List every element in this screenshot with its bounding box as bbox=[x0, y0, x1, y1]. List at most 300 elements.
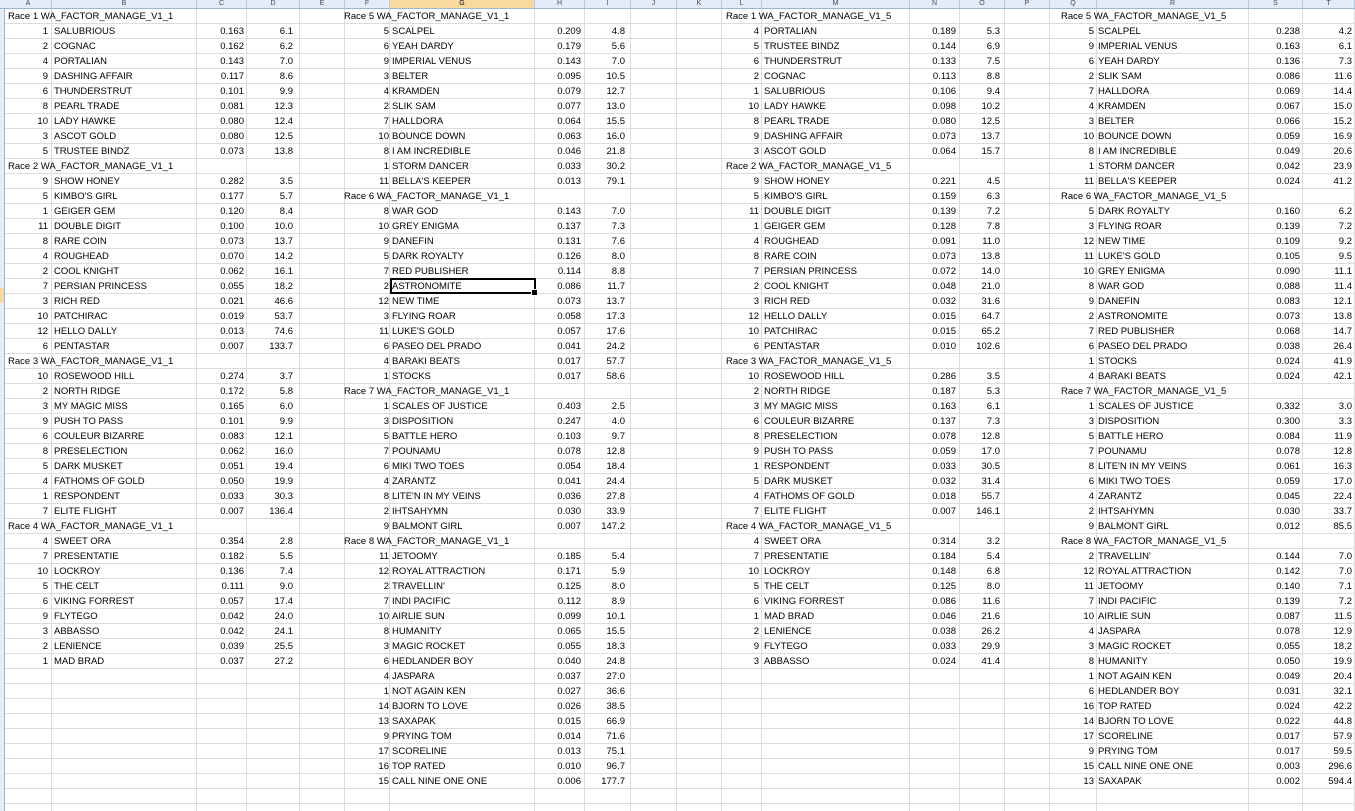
odds-cell[interactable]: 8.8 bbox=[986, 71, 1000, 82]
odds-cell[interactable]: 6.1 bbox=[986, 401, 1000, 412]
runner-number-cell[interactable]: 1 bbox=[383, 161, 389, 172]
odds-cell[interactable]: 12.3 bbox=[274, 101, 293, 112]
probability-cell[interactable]: 0.148 bbox=[932, 566, 956, 577]
odds-cell[interactable]: 7.3 bbox=[611, 221, 625, 232]
odds-cell[interactable]: 17.4 bbox=[274, 596, 293, 607]
probability-cell[interactable]: 0.057 bbox=[557, 326, 581, 337]
runner-number-cell[interactable]: 3 bbox=[753, 296, 759, 307]
runner-number-cell[interactable]: 1 bbox=[1088, 161, 1094, 172]
odds-cell[interactable]: 11.7 bbox=[607, 281, 625, 292]
odds-cell[interactable]: 31.4 bbox=[981, 476, 1000, 487]
race-title[interactable]: Race 3 WA_FACTOR_MANAGE_V1_1 bbox=[8, 356, 174, 367]
runner-number-cell[interactable]: 2 bbox=[383, 506, 389, 517]
runner-name-cell[interactable]: PUSH TO PASS bbox=[54, 416, 124, 427]
probability-cell[interactable]: 0.039 bbox=[220, 641, 244, 652]
odds-cell[interactable]: 8.9 bbox=[611, 596, 625, 607]
runner-name-cell[interactable]: LOCKROY bbox=[54, 566, 101, 577]
odds-cell[interactable]: 24.1 bbox=[274, 626, 293, 637]
runner-name-cell[interactable]: ABBASSO bbox=[764, 656, 810, 667]
odds-cell[interactable]: 29.9 bbox=[981, 641, 1000, 652]
runner-name-cell[interactable]: NOT AGAIN KEN bbox=[392, 686, 466, 697]
runner-name-cell[interactable]: SHOW HONEY bbox=[764, 176, 830, 187]
runner-number-cell[interactable]: 16 bbox=[378, 761, 389, 772]
runner-name-cell[interactable]: THUNDERSTRUT bbox=[764, 56, 843, 67]
odds-cell[interactable]: 8.0 bbox=[611, 251, 625, 262]
runner-name-cell[interactable]: COULEUR BIZARRE bbox=[764, 416, 855, 427]
odds-cell[interactable]: 30.3 bbox=[274, 491, 293, 502]
runner-number-cell[interactable]: 7 bbox=[1088, 596, 1094, 607]
odds-cell[interactable]: 18.4 bbox=[606, 461, 625, 472]
runner-number-cell[interactable]: 9 bbox=[42, 71, 48, 82]
odds-cell[interactable]: 296.6 bbox=[1328, 761, 1352, 772]
runner-name-cell[interactable]: MY MAGIC MISS bbox=[764, 401, 838, 412]
probability-cell[interactable]: 0.050 bbox=[1276, 656, 1300, 667]
runner-name-cell[interactable]: BJORN TO LOVE bbox=[392, 701, 468, 712]
probability-cell[interactable]: 0.209 bbox=[557, 26, 581, 37]
runner-number-cell[interactable]: 11 bbox=[38, 221, 48, 232]
runner-name-cell[interactable]: NEW TIME bbox=[1098, 236, 1146, 247]
probability-cell[interactable]: 0.069 bbox=[1276, 86, 1300, 97]
odds-cell[interactable]: 11.6 bbox=[1334, 71, 1352, 82]
probability-cell[interactable]: 0.126 bbox=[557, 251, 581, 262]
runner-number-cell[interactable]: 5 bbox=[383, 431, 389, 442]
runner-number-cell[interactable]: 9 bbox=[42, 416, 48, 427]
race-title[interactable]: Race 7 WA_FACTOR_MANAGE_V1_5 bbox=[1061, 386, 1227, 397]
probability-cell[interactable]: 0.073 bbox=[932, 251, 956, 262]
runner-number-cell[interactable]: 2 bbox=[753, 386, 759, 397]
probability-cell[interactable]: 0.006 bbox=[557, 776, 581, 787]
odds-cell[interactable]: 6.9 bbox=[986, 41, 1000, 52]
runner-name-cell[interactable]: MIKI TWO TOES bbox=[392, 461, 465, 472]
probability-cell[interactable]: 0.080 bbox=[220, 131, 244, 142]
probability-cell[interactable]: 0.038 bbox=[1276, 341, 1300, 352]
runner-name-cell[interactable]: LUKE'S GOLD bbox=[392, 326, 455, 337]
runner-name-cell[interactable]: MAGIC ROCKET bbox=[392, 641, 466, 652]
probability-cell[interactable]: 0.049 bbox=[1276, 146, 1300, 157]
runner-name-cell[interactable]: DISPOSITION bbox=[1098, 416, 1160, 427]
column-header-p[interactable]: P bbox=[1005, 0, 1050, 8]
probability-cell[interactable]: 0.137 bbox=[932, 416, 956, 427]
probability-cell[interactable]: 0.017 bbox=[557, 371, 581, 382]
runner-number-cell[interactable]: 5 bbox=[753, 581, 759, 592]
probability-cell[interactable]: 0.041 bbox=[557, 341, 581, 352]
runner-number-cell[interactable]: 7 bbox=[42, 551, 48, 562]
odds-cell[interactable]: 16.0 bbox=[274, 446, 293, 457]
odds-cell[interactable]: 17.6 bbox=[606, 326, 625, 337]
runner-number-cell[interactable]: 5 bbox=[1088, 431, 1094, 442]
runner-name-cell[interactable]: ROUGHEAD bbox=[764, 236, 819, 247]
odds-cell[interactable]: 6.3 bbox=[986, 191, 1000, 202]
runner-name-cell[interactable]: TOP RATED bbox=[392, 761, 446, 772]
runner-number-cell[interactable]: 8 bbox=[1088, 281, 1094, 292]
runner-number-cell[interactable]: 2 bbox=[42, 266, 48, 277]
runner-name-cell[interactable]: GREY ENIGMA bbox=[392, 221, 459, 232]
runner-name-cell[interactable]: FLYING ROAR bbox=[1098, 221, 1162, 232]
probability-cell[interactable]: 0.247 bbox=[557, 416, 581, 427]
runner-number-cell[interactable]: 17 bbox=[378, 746, 389, 757]
runner-name-cell[interactable]: SLIK SAM bbox=[392, 101, 436, 112]
runner-number-cell[interactable]: 4 bbox=[1088, 626, 1094, 637]
runner-number-cell[interactable]: 8 bbox=[383, 491, 389, 502]
odds-cell[interactable]: 146.1 bbox=[976, 506, 1000, 517]
runner-name-cell[interactable]: PORTALIAN bbox=[54, 56, 107, 67]
runner-number-cell[interactable]: 5 bbox=[42, 581, 48, 592]
runner-name-cell[interactable]: PEARL TRADE bbox=[54, 101, 120, 112]
runner-name-cell[interactable]: LOCKROY bbox=[764, 566, 811, 577]
probability-cell[interactable]: 0.026 bbox=[557, 701, 581, 712]
probability-cell[interactable]: 0.332 bbox=[1276, 401, 1300, 412]
probability-cell[interactable]: 0.137 bbox=[557, 221, 581, 232]
odds-cell[interactable]: 7.2 bbox=[986, 206, 1000, 217]
odds-cell[interactable]: 7.0 bbox=[611, 206, 625, 217]
odds-cell[interactable]: 55.7 bbox=[981, 491, 1000, 502]
column-header-k[interactable]: K bbox=[677, 0, 722, 8]
odds-cell[interactable]: 9.4 bbox=[986, 86, 1000, 97]
probability-cell[interactable]: 0.033 bbox=[557, 161, 581, 172]
runner-name-cell[interactable]: BJORN TO LOVE bbox=[1098, 716, 1174, 727]
odds-cell[interactable]: 41.9 bbox=[1333, 356, 1352, 367]
probability-cell[interactable]: 0.117 bbox=[220, 71, 244, 82]
odds-cell[interactable]: 58.6 bbox=[606, 371, 625, 382]
odds-cell[interactable]: 7.3 bbox=[1338, 56, 1352, 67]
runner-name-cell[interactable]: FATHOMS OF GOLD bbox=[764, 491, 855, 502]
runner-name-cell[interactable]: MAD BRAD bbox=[54, 656, 105, 667]
probability-cell[interactable]: 0.059 bbox=[1276, 476, 1300, 487]
runner-name-cell[interactable]: MAGIC ROCKET bbox=[1098, 641, 1172, 652]
runner-name-cell[interactable]: SAXAPAK bbox=[1098, 776, 1142, 787]
odds-cell[interactable]: 5.9 bbox=[611, 566, 625, 577]
probability-cell[interactable]: 0.144 bbox=[1276, 551, 1300, 562]
odds-cell[interactable]: 15.5 bbox=[606, 626, 625, 637]
odds-cell[interactable]: 11.5 bbox=[1334, 611, 1352, 622]
runner-number-cell[interactable]: 8 bbox=[42, 101, 48, 112]
runner-number-cell[interactable]: 7 bbox=[383, 596, 389, 607]
odds-cell[interactable]: 27.2 bbox=[274, 656, 293, 667]
probability-cell[interactable]: 0.030 bbox=[557, 506, 581, 517]
runner-number-cell[interactable]: 5 bbox=[383, 26, 389, 37]
race-title[interactable]: Race 1 WA_FACTOR_MANAGE_V1_1 bbox=[8, 11, 174, 22]
odds-cell[interactable]: 12.1 bbox=[274, 431, 293, 442]
runner-name-cell[interactable]: BATTLE HERO bbox=[392, 431, 458, 442]
runner-name-cell[interactable]: BOUNCE DOWN bbox=[392, 131, 466, 142]
probability-cell[interactable]: 0.010 bbox=[932, 341, 956, 352]
runner-name-cell[interactable]: PATCHIRAC bbox=[764, 326, 818, 337]
probability-cell[interactable]: 0.140 bbox=[1276, 581, 1300, 592]
runner-number-cell[interactable]: 6 bbox=[1088, 341, 1094, 352]
runner-number-cell[interactable]: 8 bbox=[753, 251, 759, 262]
odds-cell[interactable]: 5.4 bbox=[611, 551, 625, 562]
odds-cell[interactable]: 16.3 bbox=[1333, 461, 1352, 472]
odds-cell[interactable]: 26.2 bbox=[981, 626, 1000, 637]
probability-cell[interactable]: 0.221 bbox=[932, 176, 956, 187]
probability-cell[interactable]: 0.300 bbox=[1276, 416, 1300, 427]
runner-number-cell[interactable]: 4 bbox=[383, 476, 389, 487]
runner-name-cell[interactable]: PERSIAN PRINCESS bbox=[764, 266, 857, 277]
odds-cell[interactable]: 38.5 bbox=[606, 701, 625, 712]
probability-cell[interactable]: 0.177 bbox=[220, 191, 244, 202]
runner-name-cell[interactable]: SCALES OF JUSTICE bbox=[1098, 401, 1194, 412]
runner-name-cell[interactable]: INDI PACIFIC bbox=[392, 596, 451, 607]
odds-cell[interactable]: 7.4 bbox=[279, 566, 293, 577]
runner-name-cell[interactable]: NOT AGAIN KEN bbox=[1098, 671, 1172, 682]
column-header-r[interactable]: R bbox=[1097, 0, 1249, 8]
probability-cell[interactable]: 0.078 bbox=[557, 446, 581, 457]
runner-number-cell[interactable]: 6 bbox=[42, 431, 48, 442]
runner-name-cell[interactable]: ASTRONOMITE bbox=[1098, 311, 1168, 322]
column-header-i[interactable]: I bbox=[585, 0, 631, 8]
probability-cell[interactable]: 0.078 bbox=[1276, 626, 1300, 637]
column-header-t[interactable]: T bbox=[1303, 0, 1355, 8]
probability-cell[interactable]: 0.106 bbox=[932, 86, 956, 97]
runner-name-cell[interactable]: ELITE FLIGHT bbox=[54, 506, 117, 517]
odds-cell[interactable]: 10.0 bbox=[274, 221, 293, 232]
runner-number-cell[interactable]: 6 bbox=[753, 416, 759, 427]
probability-cell[interactable]: 0.007 bbox=[932, 506, 956, 517]
odds-cell[interactable]: 9.0 bbox=[279, 581, 293, 592]
runner-name-cell[interactable]: PENTASTAR bbox=[764, 341, 820, 352]
odds-cell[interactable]: 11.9 bbox=[1334, 431, 1352, 442]
column-header-f[interactable]: F bbox=[345, 0, 390, 8]
runner-number-cell[interactable]: 10 bbox=[1083, 611, 1094, 622]
probability-cell[interactable]: 0.086 bbox=[557, 281, 581, 292]
odds-cell[interactable]: 96.7 bbox=[606, 761, 625, 772]
race-title[interactable]: Race 4 WA_FACTOR_MANAGE_V1_1 bbox=[8, 521, 174, 532]
runner-number-cell[interactable]: 1 bbox=[42, 26, 48, 37]
probability-cell[interactable]: 0.058 bbox=[557, 311, 581, 322]
probability-cell[interactable]: 0.046 bbox=[557, 146, 581, 157]
race-title[interactable]: Race 6 WA_FACTOR_MANAGE_V1_1 bbox=[344, 191, 510, 202]
probability-cell[interactable]: 0.024 bbox=[1276, 176, 1300, 187]
runner-name-cell[interactable]: PRESELECTION bbox=[54, 446, 128, 457]
runner-number-cell[interactable]: 9 bbox=[383, 731, 389, 742]
runner-number-cell[interactable]: 10 bbox=[748, 371, 759, 382]
odds-cell[interactable]: 594.4 bbox=[1328, 776, 1352, 787]
odds-cell[interactable]: 12.9 bbox=[1333, 626, 1352, 637]
runner-number-cell[interactable]: 6 bbox=[753, 596, 759, 607]
odds-cell[interactable]: 7.3 bbox=[986, 416, 1000, 427]
runner-number-cell[interactable]: 14 bbox=[378, 701, 389, 712]
runner-name-cell[interactable]: TRUSTEE BINDZ bbox=[764, 41, 840, 52]
probability-cell[interactable]: 0.013 bbox=[220, 326, 244, 337]
runner-name-cell[interactable]: ZARANTZ bbox=[1098, 491, 1142, 502]
runner-name-cell[interactable]: SWEET ORA bbox=[54, 536, 111, 547]
odds-cell[interactable]: 15.0 bbox=[1333, 101, 1352, 112]
odds-cell[interactable]: 12.8 bbox=[1333, 446, 1352, 457]
runner-name-cell[interactable]: SCALES OF JUSTICE bbox=[392, 401, 488, 412]
odds-cell[interactable]: 10.1 bbox=[606, 611, 625, 622]
probability-cell[interactable]: 0.065 bbox=[557, 626, 581, 637]
probability-cell[interactable]: 0.139 bbox=[932, 206, 956, 217]
odds-cell[interactable]: 44.8 bbox=[1333, 716, 1352, 727]
runner-number-cell[interactable]: 7 bbox=[1088, 446, 1094, 457]
runner-number-cell[interactable]: 4 bbox=[42, 476, 48, 487]
probability-cell[interactable]: 0.080 bbox=[220, 116, 244, 127]
runner-number-cell[interactable]: 13 bbox=[1083, 776, 1094, 787]
runner-number-cell[interactable]: 8 bbox=[383, 146, 389, 157]
runner-number-cell[interactable]: 1 bbox=[753, 86, 759, 97]
runner-name-cell[interactable]: BOUNCE DOWN bbox=[1098, 131, 1172, 142]
odds-cell[interactable]: 7.0 bbox=[1338, 566, 1352, 577]
runner-name-cell[interactable]: BELTER bbox=[1098, 116, 1135, 127]
probability-cell[interactable]: 0.032 bbox=[932, 476, 956, 487]
runner-name-cell[interactable]: ROSEWOOD HILL bbox=[764, 371, 845, 382]
probability-cell[interactable]: 0.109 bbox=[1276, 236, 1300, 247]
runner-number-cell[interactable]: 9 bbox=[753, 641, 759, 652]
odds-cell[interactable]: 16.1 bbox=[274, 266, 293, 277]
probability-cell[interactable]: 0.091 bbox=[932, 236, 956, 247]
runner-number-cell[interactable]: 10 bbox=[37, 566, 48, 577]
runner-name-cell[interactable]: COOL KNIGHT bbox=[54, 266, 120, 277]
runner-name-cell[interactable]: JASPARA bbox=[1098, 626, 1141, 637]
runner-number-cell[interactable]: 7 bbox=[42, 281, 48, 292]
odds-cell[interactable]: 3.0 bbox=[1338, 401, 1352, 412]
probability-cell[interactable]: 0.022 bbox=[1276, 716, 1300, 727]
runner-name-cell[interactable]: SWEET ORA bbox=[764, 536, 821, 547]
runner-name-cell[interactable]: HUMANITY bbox=[392, 626, 442, 637]
runner-number-cell[interactable]: 10 bbox=[748, 326, 759, 337]
runner-name-cell[interactable]: SCALPEL bbox=[1098, 26, 1141, 37]
odds-cell[interactable]: 12.4 bbox=[274, 116, 293, 127]
runner-number-cell[interactable]: 2 bbox=[753, 626, 759, 637]
runner-name-cell[interactable]: IHTSAHYMN bbox=[1098, 506, 1154, 517]
runner-name-cell[interactable]: LADY HAWKE bbox=[54, 116, 116, 127]
runner-name-cell[interactable]: I AM INCREDIBLE bbox=[392, 146, 471, 157]
column-header-n[interactable]: N bbox=[910, 0, 960, 8]
probability-cell[interactable]: 0.079 bbox=[557, 86, 581, 97]
runner-number-cell[interactable]: 12 bbox=[378, 566, 389, 577]
runner-name-cell[interactable]: DASHING AFFAIR bbox=[54, 71, 133, 82]
runner-name-cell[interactable]: STOCKS bbox=[1098, 356, 1137, 367]
runner-name-cell[interactable]: FATHOMS OF GOLD bbox=[54, 476, 145, 487]
runner-name-cell[interactable]: DASHING AFFAIR bbox=[764, 131, 843, 142]
probability-cell[interactable]: 0.055 bbox=[1276, 641, 1300, 652]
runner-number-cell[interactable]: 4 bbox=[42, 536, 48, 547]
runner-number-cell[interactable]: 2 bbox=[42, 41, 48, 52]
runner-name-cell[interactable]: NORTH RIDGE bbox=[764, 386, 831, 397]
odds-cell[interactable]: 33.9 bbox=[606, 506, 625, 517]
runner-name-cell[interactable]: ZARANTZ bbox=[392, 476, 436, 487]
runner-number-cell[interactable]: 10 bbox=[378, 131, 389, 142]
runner-name-cell[interactable]: HALLDORA bbox=[1098, 86, 1150, 97]
probability-cell[interactable]: 0.101 bbox=[220, 86, 244, 97]
probability-cell[interactable]: 0.033 bbox=[220, 491, 244, 502]
probability-cell[interactable]: 0.282 bbox=[220, 176, 244, 187]
odds-cell[interactable]: 15.5 bbox=[606, 116, 625, 127]
probability-cell[interactable]: 0.088 bbox=[1276, 281, 1300, 292]
odds-cell[interactable]: 7.2 bbox=[1338, 596, 1352, 607]
column-header-a[interactable]: A bbox=[5, 0, 52, 8]
probability-cell[interactable]: 0.314 bbox=[932, 536, 956, 547]
probability-cell[interactable]: 0.002 bbox=[1276, 776, 1300, 787]
runner-name-cell[interactable]: SCORELINE bbox=[1098, 731, 1153, 742]
odds-cell[interactable]: 75.1 bbox=[606, 746, 625, 757]
probability-cell[interactable]: 0.080 bbox=[932, 116, 956, 127]
runner-number-cell[interactable]: 6 bbox=[42, 86, 48, 97]
runner-name-cell[interactable]: WAR GOD bbox=[1098, 281, 1145, 292]
probability-cell[interactable]: 0.114 bbox=[557, 266, 581, 277]
runner-number-cell[interactable]: 12 bbox=[378, 296, 389, 307]
runner-number-cell[interactable]: 5 bbox=[383, 251, 389, 262]
runner-name-cell[interactable]: RED PUBLISHER bbox=[1098, 326, 1175, 337]
race-title[interactable]: Race 1 WA_FACTOR_MANAGE_V1_5 bbox=[726, 11, 892, 22]
runner-number-cell[interactable]: 3 bbox=[753, 656, 759, 667]
runner-name-cell[interactable]: DANEFIN bbox=[392, 236, 434, 247]
runner-number-cell[interactable]: 6 bbox=[1088, 56, 1094, 67]
probability-cell[interactable]: 0.055 bbox=[220, 281, 244, 292]
probability-cell[interactable]: 0.018 bbox=[932, 491, 956, 502]
runner-name-cell[interactable]: DARK MUSKET bbox=[764, 476, 833, 487]
runner-number-cell[interactable]: 8 bbox=[753, 431, 759, 442]
odds-cell[interactable]: 71.6 bbox=[606, 731, 625, 742]
runner-name-cell[interactable]: PRYING TOM bbox=[1098, 746, 1158, 757]
runner-name-cell[interactable]: DARK ROYALTY bbox=[392, 251, 464, 262]
runner-name-cell[interactable]: COGNAC bbox=[54, 41, 96, 52]
probability-cell[interactable]: 0.042 bbox=[1276, 161, 1300, 172]
odds-cell[interactable]: 2.8 bbox=[279, 536, 293, 547]
runner-name-cell[interactable]: ROUGHEAD bbox=[54, 251, 109, 262]
odds-cell[interactable]: 17.0 bbox=[1333, 476, 1352, 487]
runner-number-cell[interactable]: 11 bbox=[1084, 581, 1094, 592]
runner-number-cell[interactable]: 7 bbox=[1088, 86, 1094, 97]
odds-cell[interactable]: 66.9 bbox=[606, 716, 625, 727]
odds-cell[interactable]: 33.7 bbox=[1333, 506, 1352, 517]
probability-cell[interactable]: 0.084 bbox=[1276, 431, 1300, 442]
runner-name-cell[interactable]: RESPONDENT bbox=[54, 491, 120, 502]
probability-cell[interactable]: 0.103 bbox=[557, 431, 581, 442]
runner-name-cell[interactable]: PUSH TO PASS bbox=[764, 446, 834, 457]
runner-number-cell[interactable]: 4 bbox=[753, 236, 759, 247]
probability-cell[interactable]: 0.105 bbox=[1276, 251, 1300, 262]
runner-name-cell[interactable]: MAD BRAD bbox=[764, 611, 815, 622]
odds-cell[interactable]: 4.8 bbox=[611, 26, 625, 37]
odds-cell[interactable]: 25.5 bbox=[274, 641, 293, 652]
runner-number-cell[interactable]: 11 bbox=[1084, 251, 1094, 262]
runner-name-cell[interactable]: PRESELECTION bbox=[764, 431, 838, 442]
runner-name-cell[interactable]: STORM DANCER bbox=[392, 161, 469, 172]
runner-number-cell[interactable]: 9 bbox=[753, 131, 759, 142]
race-title[interactable]: Race 8 WA_FACTOR_MANAGE_V1_5 bbox=[1061, 536, 1227, 547]
runner-name-cell[interactable]: PERSIAN PRINCESS bbox=[54, 281, 147, 292]
runner-number-cell[interactable]: 1 bbox=[42, 656, 48, 667]
runner-name-cell[interactable]: RICH RED bbox=[764, 296, 810, 307]
odds-cell[interactable]: 74.6 bbox=[274, 326, 293, 337]
runner-number-cell[interactable]: 1 bbox=[753, 611, 759, 622]
runner-number-cell[interactable]: 8 bbox=[383, 206, 389, 217]
odds-cell[interactable]: 14.4 bbox=[1333, 86, 1352, 97]
probability-cell[interactable]: 0.048 bbox=[932, 281, 956, 292]
odds-cell[interactable]: 42.1 bbox=[1333, 371, 1352, 382]
runner-name-cell[interactable]: IHTSAHYMN bbox=[392, 506, 448, 517]
probability-cell[interactable]: 0.078 bbox=[932, 431, 956, 442]
runner-number-cell[interactable]: 9 bbox=[1088, 746, 1094, 757]
runner-number-cell[interactable]: 8 bbox=[1088, 656, 1094, 667]
runner-number-cell[interactable]: 10 bbox=[748, 566, 759, 577]
probability-cell[interactable]: 0.160 bbox=[1276, 206, 1300, 217]
runner-name-cell[interactable]: DARK ROYALTY bbox=[1098, 206, 1170, 217]
runner-number-cell[interactable]: 6 bbox=[42, 341, 48, 352]
probability-cell[interactable]: 0.037 bbox=[557, 671, 581, 682]
odds-cell[interactable]: 26.4 bbox=[1333, 341, 1352, 352]
odds-cell[interactable]: 11.6 bbox=[982, 596, 1000, 607]
runner-number-cell[interactable]: 2 bbox=[1088, 551, 1094, 562]
probability-cell[interactable]: 0.139 bbox=[1276, 596, 1300, 607]
odds-cell[interactable]: 57.9 bbox=[1333, 731, 1352, 742]
runner-number-cell[interactable]: 3 bbox=[42, 296, 48, 307]
odds-cell[interactable]: 13.7 bbox=[606, 296, 625, 307]
column-header-c[interactable]: C bbox=[197, 0, 247, 8]
runner-name-cell[interactable]: PASEO DEL PRADO bbox=[1098, 341, 1188, 352]
probability-cell[interactable]: 0.017 bbox=[1276, 731, 1300, 742]
